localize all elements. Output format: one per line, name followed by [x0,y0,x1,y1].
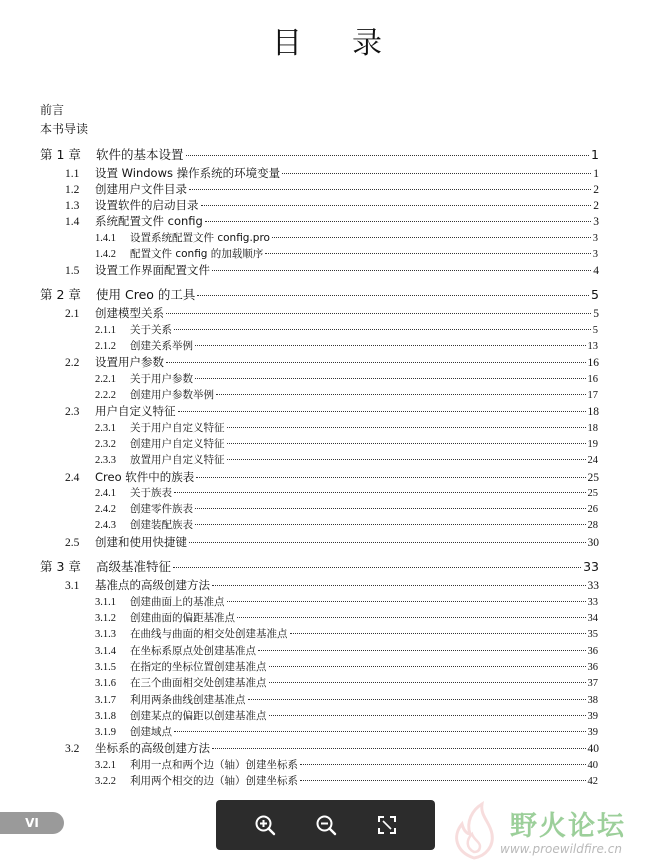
toc-subsection[interactable] [95,452,598,467]
page-number: 3 [593,216,599,228]
leader-dots [178,411,586,412]
zoom-in-icon [254,814,276,836]
page-number: 18 [587,406,599,418]
subsection-title: 在指定的坐标位置创建基准点 [130,661,267,673]
leader-dots [195,508,586,509]
leader-dots [227,459,586,460]
leader-dots [195,345,586,346]
leader-dots [237,617,586,618]
subsection-number: 2.1.2 [95,341,116,352]
page-number: 33 [587,580,599,592]
watermark-brand: 野火论坛 [510,811,626,842]
leader-dots [195,524,586,525]
subsection-title: 创建曲面的偏距基准点 [130,612,235,624]
toc-subsection[interactable] [95,485,598,500]
page-number: 25 [587,472,599,484]
flame-logo-icon [444,800,506,862]
toc-subsection[interactable] [95,501,598,516]
fullscreen-icon [377,815,397,835]
page-number: 5 [593,308,599,320]
page-number: 37 [587,678,598,689]
leader-dots [272,237,591,238]
page-number: 40 [587,743,599,755]
subsection-title: 关于用户参数 [130,373,193,385]
subsection-title: 利用一点和两个边（轴）创建坐标系 [130,759,298,771]
subsection-title: 关于关系 [130,324,172,336]
page-number: 5 [591,287,599,302]
subsection-number: 2.2.2 [95,390,116,401]
toc-section[interactable] [65,305,599,321]
section-title: 创建用户文件目录 [95,182,187,196]
leader-dots [212,585,586,586]
zoom-out-icon [315,814,337,836]
leader-dots [173,567,581,568]
leader-dots [282,173,591,174]
section-number: 2.1 [65,308,80,320]
title-part-2: 录 [352,26,382,61]
page-badge: VI [0,812,64,834]
toc-section[interactable] [65,197,599,213]
toc-section[interactable] [65,354,599,370]
leader-dots [216,394,586,395]
toc-chapter[interactable] [40,145,599,163]
watermark [440,798,654,867]
page-number: 1 [591,147,599,162]
section-title: 系统配置文件 config [95,214,203,228]
toc-subsection[interactable] [95,643,598,658]
page-number: 35 [587,629,598,640]
subsection-number: 2.3.3 [95,455,116,466]
section-title: Creo 软件中的族表 [95,470,195,484]
toc-subsection[interactable] [95,773,598,788]
leader-dots [166,313,591,314]
toc-subsection[interactable] [95,659,598,674]
chapter-title: 高级基准特征 [96,559,172,574]
subsection-title: 创建零件族表 [130,503,193,515]
page-number: 33 [583,559,599,574]
subsection-title: 关于族表 [130,487,172,499]
subsection-title: 在曲线与曲面的相交处创建基准点 [130,628,288,640]
subsection-number: 2.2.1 [95,374,116,385]
leader-dots [300,764,586,765]
toc-section[interactable] [65,577,599,593]
toc-subsection[interactable] [95,757,598,772]
section-number: 1.5 [65,265,80,277]
section-title: 创建模型关系 [95,306,164,320]
leader-dots [269,682,586,683]
subsection-number: 3.1.2 [95,613,116,624]
chapter-number: 第 3 章 [40,559,81,574]
watermark-url: www.proewildfire.cn [500,842,622,856]
section-title: 用户自定义特征 [95,404,176,418]
subsection-number: 3.1.6 [95,678,116,689]
chapter-number: 第 1 章 [40,147,81,162]
section-title: 设置 Windows 操作系统的环境变量 [95,166,281,180]
chapter-number: 第 2 章 [40,287,81,302]
toc-subsection[interactable] [95,594,598,609]
page-number: 18 [587,423,598,434]
toc-section[interactable] [65,181,599,197]
toc-section[interactable] [65,469,599,485]
page-number: 25 [587,488,598,499]
leader-dots [265,253,590,254]
subsection-title: 在三个曲面相交处创建基准点 [130,677,267,689]
section-title: 基准点的高级创建方法 [95,578,210,592]
section-number: 2.4 [65,472,80,484]
subsection-title: 创建曲面上的基准点 [130,596,225,608]
section-number: 2.5 [65,537,80,549]
subsection-number: 3.1.4 [95,646,116,657]
toc-subsection[interactable] [95,692,598,707]
subsection-title: 放置用户自定义特征 [130,454,225,466]
subsection-number: 1.4.1 [95,233,116,244]
page-number: 42 [587,776,598,787]
leader-dots [174,731,586,732]
toc-subsection[interactable] [95,724,598,739]
leader-dots [205,221,591,222]
subsection-title: 创建关系举例 [130,340,193,352]
page-number: 26 [587,504,598,515]
subsection-number: 1.4.2 [95,249,116,260]
page-number: 39 [587,727,598,738]
leader-dots [227,443,586,444]
subsection-number: 3.1.3 [95,629,116,640]
leader-dots [300,780,586,781]
subsection-number: 2.4.3 [95,520,116,531]
toc-subsection[interactable] [95,517,598,532]
toc-section[interactable] [65,740,599,756]
page-number: 3 [592,249,598,260]
leader-dots [201,205,592,206]
section-number: 1.1 [65,168,80,180]
page-number: 40 [587,760,598,771]
subsection-title: 在坐标系原点处创建基准点 [130,645,256,657]
section-number: 1.2 [65,184,80,196]
section-title: 设置用户参数 [95,355,164,369]
section-title: 设置软件的启动目录 [95,198,199,212]
page-number: 13 [587,341,598,352]
subsection-title: 创建某点的偏距以创建基准点 [130,710,267,722]
subsection-number: 2.4.2 [95,504,116,515]
subsection-title: 设置系统配置文件 config.pro [130,232,270,244]
leader-dots [212,748,586,749]
page-number: 38 [587,695,598,706]
section-title: 创建和使用快捷键 [95,535,187,549]
page-number: 5 [592,325,598,336]
toc-subsection[interactable] [95,708,598,723]
front-matter-preface[interactable]: 前言 [40,103,65,117]
leader-dots [189,189,591,190]
toc-subsection[interactable] [95,420,598,435]
title-part-1: 目 [272,26,302,61]
leader-dots [258,650,586,651]
page-number: 28 [587,520,598,531]
toc-subsection[interactable] [95,387,598,402]
section-number: 1.4 [65,216,80,228]
toc-subsection[interactable] [95,675,598,690]
leader-dots [212,270,591,271]
page-number: 2 [593,200,599,212]
fullscreen-button[interactable] [373,811,401,839]
page-number: 24 [587,455,598,466]
section-number: 3.1 [65,580,80,592]
toc-subsection[interactable] [95,436,598,451]
chapter-title: 使用 Creo 的工具 [96,287,196,302]
page-number: 30 [587,537,599,549]
page-number: 4 [593,265,599,277]
toc-subsection[interactable] [95,626,598,641]
page-number: 33 [587,597,598,608]
leader-dots [186,155,590,156]
toc-section[interactable] [65,403,599,419]
subsection-number: 3.1.1 [95,597,116,608]
subsection-number: 3.1.5 [95,662,116,673]
section-number: 2.2 [65,357,80,369]
subsection-number: 2.3.1 [95,423,116,434]
zoom-in-button[interactable] [251,811,279,839]
section-number: 1.3 [65,200,80,212]
toc-chapter[interactable] [40,557,599,575]
leader-dots [166,362,586,363]
toc-section[interactable] [65,534,599,550]
front-matter-guide[interactable]: 本书导读 [40,122,89,136]
leader-dots [174,329,591,330]
viewer-toolbar [216,800,435,850]
subsection-title: 创建用户自定义特征 [130,438,225,450]
section-number: 3.2 [65,743,80,755]
leader-dots [269,715,586,716]
subsection-number: 3.1.8 [95,711,116,722]
subsection-title: 配置文件 config 的加载顺序 [130,248,264,260]
leader-dots [290,633,586,634]
leader-dots [227,601,586,602]
toc-subsection[interactable] [95,246,598,261]
toc-chapter[interactable] [40,285,599,303]
leader-dots [227,427,586,428]
toc-subsection[interactable] [95,230,598,245]
section-title: 设置工作界面配置文件 [95,263,210,277]
toc-section[interactable] [65,262,599,278]
leader-dots [195,378,586,379]
subsection-title: 创建装配族表 [130,519,193,531]
page-number: 39 [587,711,598,722]
toc-subsection[interactable] [95,322,598,337]
subsection-title: 创建用户参数举例 [130,389,214,401]
page-number: 3 [592,233,598,244]
subsection-number: 3.2.1 [95,760,116,771]
toc-section[interactable] [65,213,599,229]
toc-subsection[interactable] [95,338,598,353]
page-number: 34 [587,613,598,624]
toc-subsection[interactable] [95,371,598,386]
toc-section[interactable] [65,165,599,181]
page-number: 36 [587,662,598,673]
chapter-title: 软件的基本设置 [96,147,184,162]
section-title: 坐标系的高级创建方法 [95,741,210,755]
leader-dots [196,477,585,478]
leader-dots [269,666,586,667]
subsection-title: 关于用户自定义特征 [130,422,225,434]
page-number: 36 [587,646,598,657]
subsection-title: 创建域点 [130,726,172,738]
subsection-number: 3.1.7 [95,695,116,706]
leader-dots [174,492,586,493]
page-number: 2 [593,184,599,196]
subsection-number: 3.2.2 [95,776,116,787]
page-number: 17 [587,390,598,401]
page-number: 19 [587,439,598,450]
subsection-number: 3.1.9 [95,727,116,738]
subsection-number: 2.4.1 [95,488,116,499]
subsection-title: 利用两个相交的边（轴）创建坐标系 [130,775,298,787]
leader-dots [197,295,589,296]
leader-dots [248,699,586,700]
page-number: 1 [593,168,599,180]
leader-dots [189,542,586,543]
section-number: 2.3 [65,406,80,418]
zoom-out-button[interactable] [312,811,340,839]
page-number: 16 [587,357,599,369]
page-number: 16 [587,374,598,385]
toc-subsection[interactable] [95,610,598,625]
subsection-number: 2.1.1 [95,325,116,336]
subsection-title: 利用两条曲线创建基准点 [130,694,246,706]
subsection-number: 2.3.2 [95,439,116,450]
